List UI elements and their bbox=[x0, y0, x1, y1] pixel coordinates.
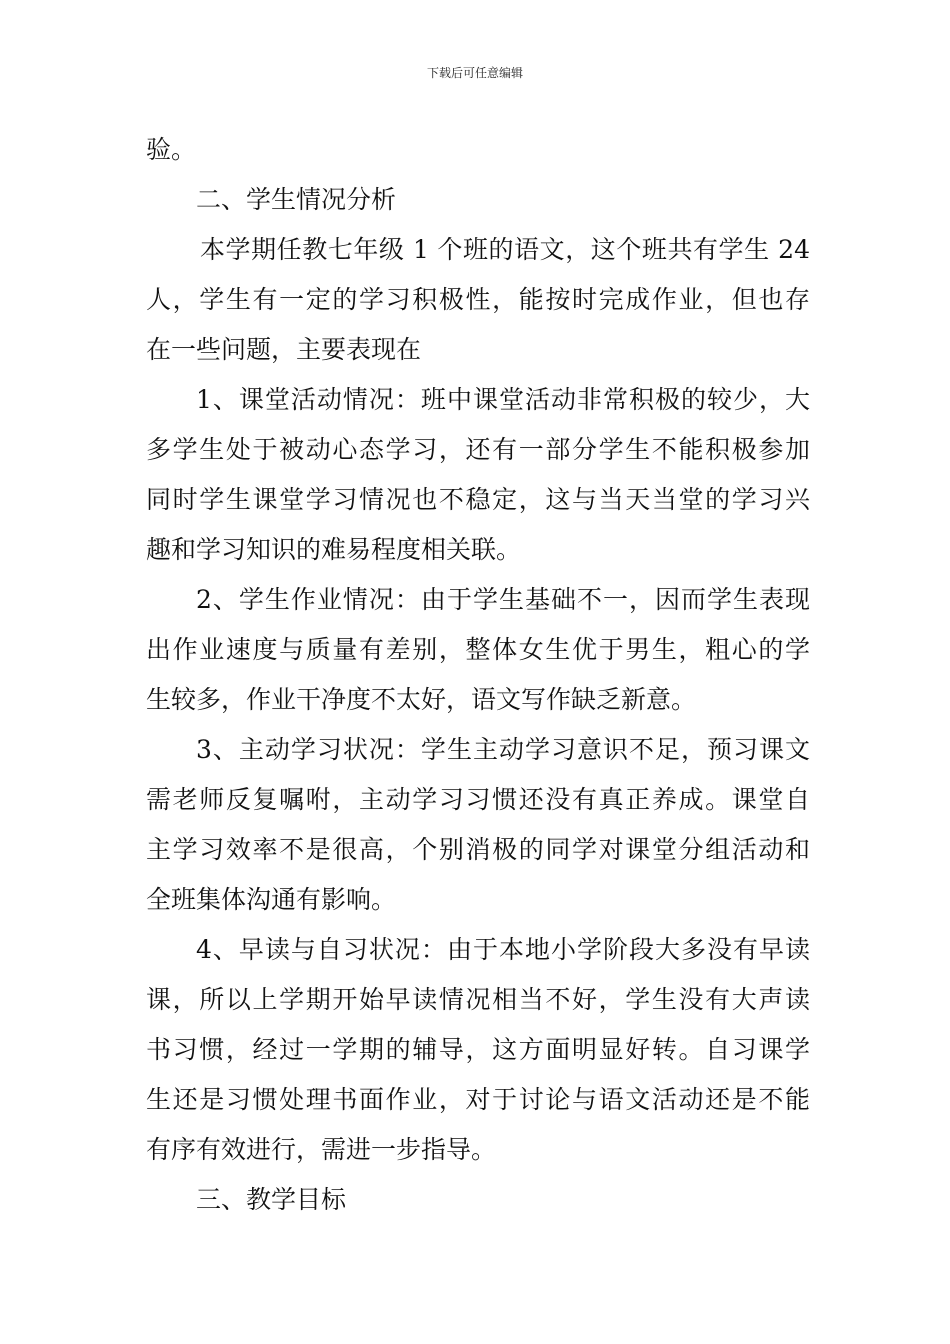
text-line: 在一些问题，主要表现在 bbox=[146, 335, 422, 364]
text-line: 出作业速度与质量有差别，整体女生优于男生，粗心的学 bbox=[146, 635, 810, 664]
text-line: 4、早读与自习状况：由于本地小学阶段大多没有早读 bbox=[196, 935, 810, 964]
text-line: 趣和学习知识的难易程度相关联。 bbox=[146, 535, 522, 564]
text-line: 同时学生课堂学习情况也不稳定，这与当天当堂的学习兴 bbox=[146, 485, 810, 514]
text-line: 生还是习惯处理书面作业，对于讨论与语文活动还是不能 bbox=[146, 1085, 810, 1114]
section-heading: 三、教学目标 bbox=[196, 1185, 347, 1214]
text-line: 2、学生作业情况：由于学生基础不一，因而学生表现 bbox=[196, 585, 810, 614]
text-line: 有序有效进行，需进一步指导。 bbox=[146, 1135, 497, 1164]
text-line: 1、课堂活动情况：班中课堂活动非常积极的较少，大 bbox=[196, 385, 810, 414]
text-line: 多学生处于被动心态学习，还有一部分学生不能积极参加 bbox=[146, 435, 810, 464]
section-heading: 二、学生情况分析 bbox=[196, 185, 397, 214]
text-line: 书习惯，经过一学期的辅导，这方面明显好转。自习课学 bbox=[146, 1035, 810, 1064]
text-line: 验。 bbox=[146, 135, 197, 164]
text-line: 主学习效率不是很高，个别消极的同学对课堂分组活动和 bbox=[146, 835, 810, 864]
text-line: 3、主动学习状况：学生主动学习意识不足，预习课文 bbox=[196, 735, 810, 764]
text-line: 本学期任教七年级 1 个班的语文，这个班共有学生 24 bbox=[200, 235, 810, 264]
text-line: 人，学生有一定的学习积极性，能按时完成作业，但也存 bbox=[146, 285, 810, 314]
text-line: 课，所以上学期开始早读情况相当不好，学生没有大声读 bbox=[146, 985, 810, 1014]
text-line: 生较多，作业干净度不太好，语文写作缺乏新意。 bbox=[146, 685, 697, 714]
text-line: 需老师反复嘱咐，主动学习习惯还没有真正养成。课堂自 bbox=[146, 785, 810, 814]
page-header-note: 下载后可任意编辑 bbox=[426, 66, 523, 80]
text-line: 全班集体沟通有影响。 bbox=[146, 885, 397, 914]
